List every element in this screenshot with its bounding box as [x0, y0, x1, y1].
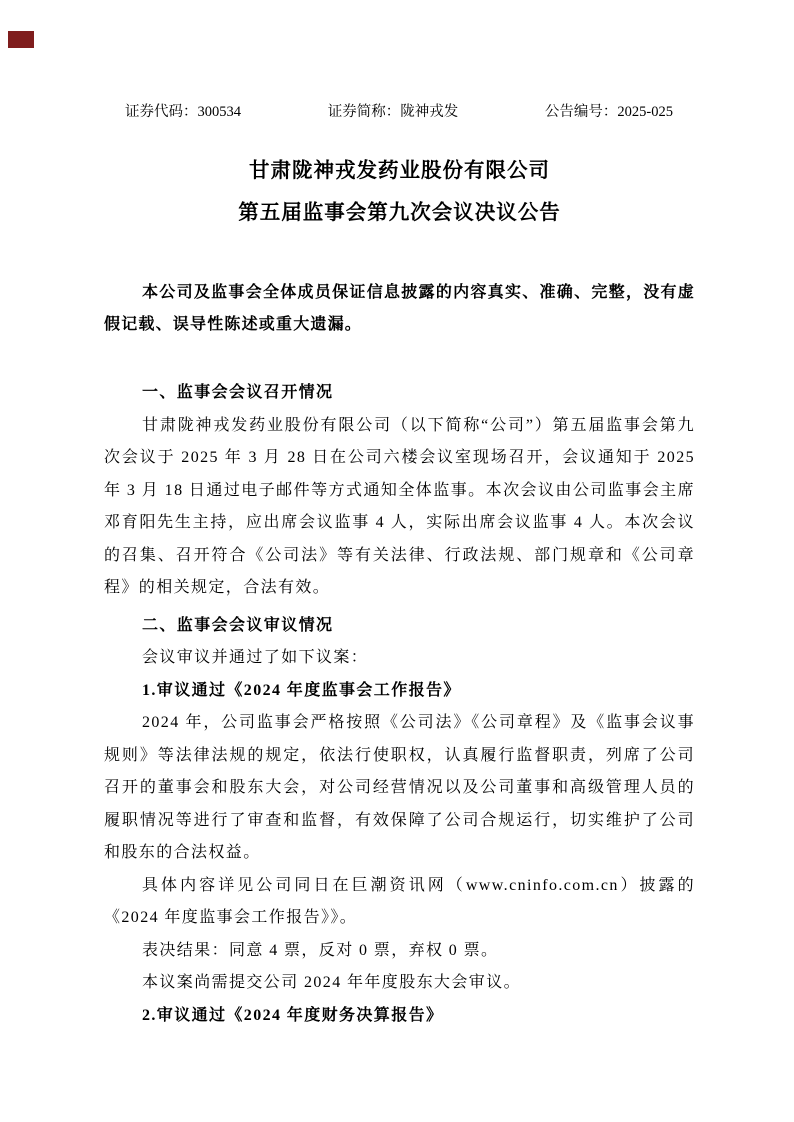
section-1-paragraph: 甘肃陇神戎发药业股份有限公司（以下简称“公司”）第五届监事会第九次会议于 2025 年 3 月 28 日在公司六楼会议室现场召开，会议通知于 2025 年 3 月 18 日通过电子邮件等方式通知全体监事。本次会议由公司监事会主席邓育阳先生主持，应出席会议监事 4 人，实际出席会议监事 4 人。本次会议的召集、召开符合《公司法》等有关法律、行政法规、部门规章和《公司章程》的相关规定，合法有效。 [104, 416, 695, 596]
corner-mark [8, 31, 34, 48]
announcement-number: 公告编号：2025-025 [544, 104, 673, 120]
company-title: 甘肃陇神戎发药业股份有限公司 [249, 160, 550, 182]
section-2-intro: 会议审议并通过了如下议案： [142, 649, 369, 666]
item-1-paragraph-1: 2024 年，公司监事会严格按照《公司法》《公司章程》及《监事会议事规则》等法律法规的规定，依法行使职权，认真履行监督职责，列席了公司召开的董事会和股东大会，对公司经营情况以及公司董事和高级管理人员的履职情况等进行了审查和监督，有效保障了公司合规运行，切实维护了公司和股东的合法权益。 [104, 714, 695, 861]
item-1-note: 本议案尚需提交公司 2024 年年度股东大会审议。 [142, 974, 522, 991]
item-1-heading: 1.审议通过《2024 年度监事会工作报告》 [142, 681, 461, 699]
section-1-heading: 一、监事会会议召开情况 [142, 384, 334, 401]
stock-code: 证券代码：300534 [125, 104, 241, 120]
item-2-heading: 2.审议通过《2024 年度财务决算报告》 [142, 1006, 444, 1024]
item-1-paragraph-2: 具体内容详见公司同日在巨潮资讯网（www.cninfo.com.cn）披露的《2024 年度监事会工作报告》》。 [104, 876, 695, 926]
doc-header [104, 103, 695, 121]
item-1-vote-result: 表决结果：同意 4 票，反对 0 票，弃权 0 票。 [142, 941, 499, 959]
disclaimer-statement: 本公司及监事会全体成员保证信息披露的内容真实、准确、完整，没有虚假记载、误导性陈述或重大遗漏。 [104, 284, 695, 333]
meeting-resolution-title: 第五届监事会第九次会议决议公告 [238, 202, 561, 224]
section-2-heading: 二、监事会会议审议情况 [142, 616, 334, 634]
stock-name: 证券简称：陇神戎发 [327, 104, 459, 120]
